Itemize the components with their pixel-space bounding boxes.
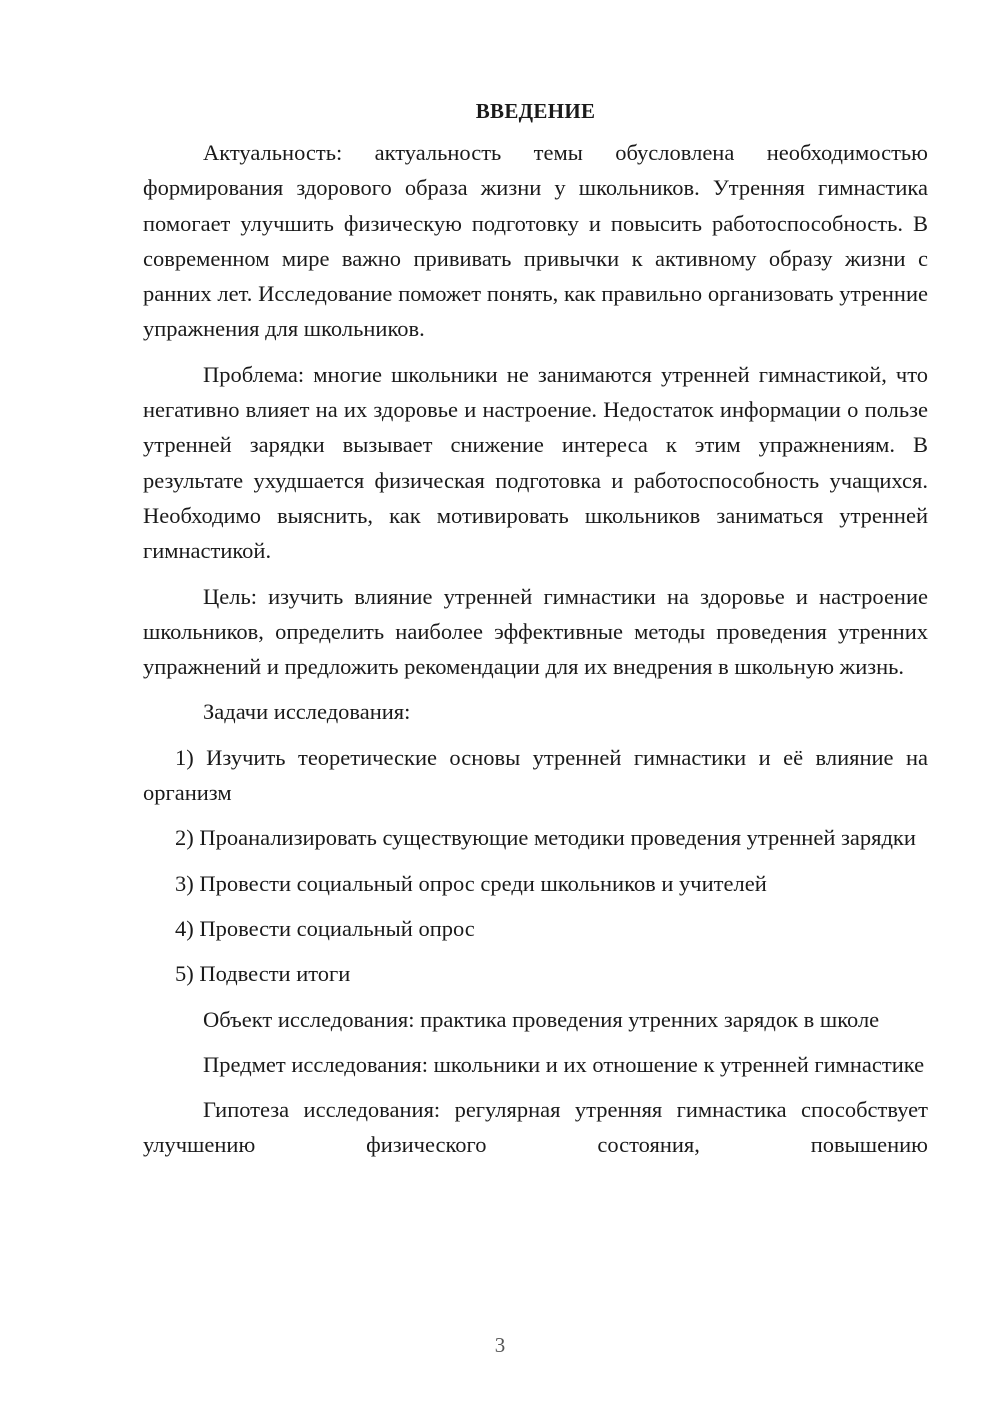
page-content (143, 94, 928, 1173)
task-item-3: 3) Провести социальный опрос среди школьников и учителей (175, 870, 767, 896)
tasks-heading: Задачи исследования: (203, 699, 411, 725)
task-item-1: 1) Изучить теоретические основы утренней гимнастики и её влияние на организм (143, 744, 928, 806)
hypothesis-paragraph: Гипотеза исследования: регулярная утренняя гимнастика способствует улучшению физического состояния, повышению (143, 1097, 928, 1158)
section-title: ВВЕДЕНИЕ (475, 99, 596, 123)
task-item-5: 5) Подвести итоги (175, 961, 351, 987)
subject-paragraph: Предмет исследования: школьники и их отношение к утренней гимнастике (203, 1051, 925, 1077)
problem-paragraph: Проблема: многие школьники не занимаются утренней гимнастикой, что негативно влияет на их здоровье и настроение. Недостаток информации о пользе утренней зарядки вызывает снижение интереса к этим упражнениям. В результате ухудшается физическая подготовка и работоспособность учащихся. Необходимо выяснить, как мотивировать школьников заниматься утренней гимнастикой. (143, 361, 928, 564)
task-item-4: 4) Провести социальный опрос (175, 915, 475, 941)
task-item-2: 2) Проанализировать существующие методики проведения утренней зарядки (175, 825, 916, 851)
relevance-paragraph: Актуальность: актуальность темы обусловлена необходимостью формирования здорового образа жизни у школьников. Утренняя гимнастика помогает улучшить физическую подготовку и повысить работоспособность. В современном мире важно прививать привычки к активному образу жизни с ранних лет. Исследование поможет понять, как правильно организовать утренние упражнения для школьников. (143, 140, 928, 342)
object-paragraph: Объект исследования: практика проведения утренних зарядок в школе (203, 1006, 880, 1032)
goal-paragraph: Цель: изучить влияние утренней гимнастики на здоровье и настроение школьников, определить наиболее эффективные методы проведения утренних упражнений и предложить рекомендации для их внедрения в школьную жизнь. (143, 583, 928, 680)
page-number: 3 (494, 1333, 506, 1357)
